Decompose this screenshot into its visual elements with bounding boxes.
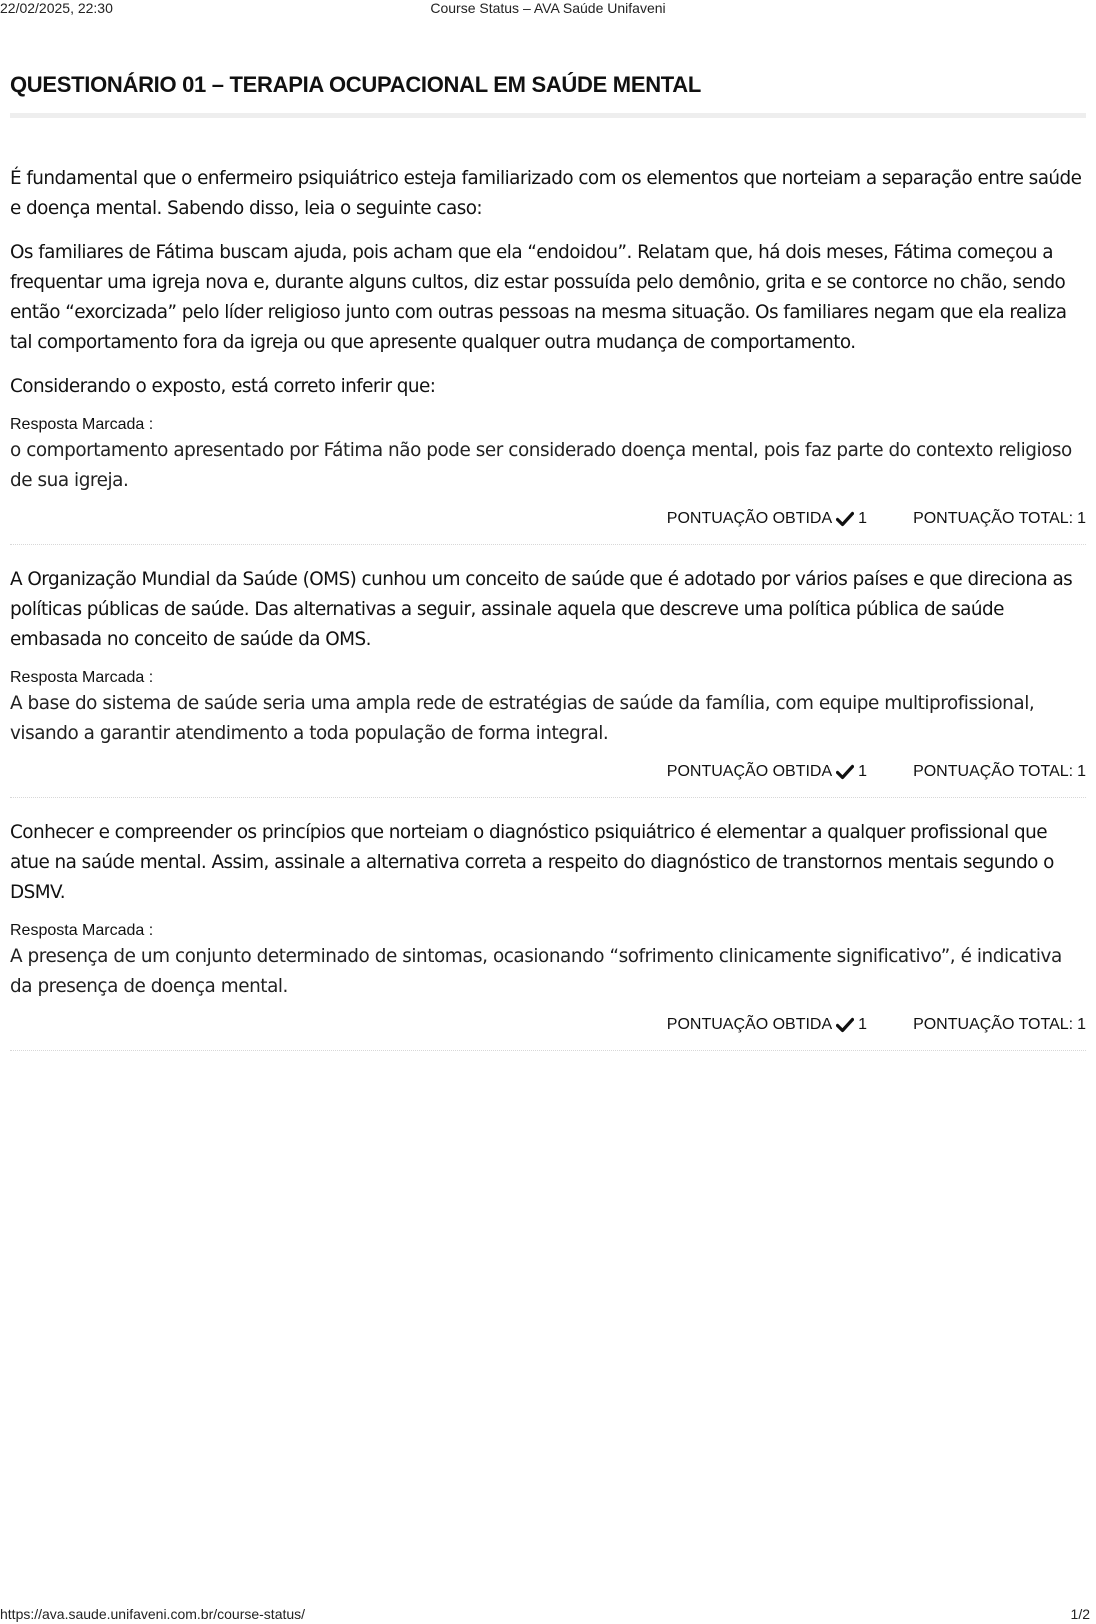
score-obtained — [667, 763, 867, 781]
question-divider — [10, 797, 1086, 798]
question-text: A Organização Mundial da Saúde (OMS) cunhou um conceito de saúde que é adotado por vários países e que direciona as políticas públicas de saúde. Das alternativas a seguir, assinale aquela que descreve uma política pública de saúde embasada no conceito de saúde da OMS. — [10, 569, 1073, 650]
page-number: 1/2 — [1070, 1606, 1090, 1622]
score-total — [913, 1016, 1086, 1034]
question-text: Os familiares de Fátima buscam ajuda, pois acham que ela “endoidou”. Relatam que, há dois meses, Fátima começou a frequentar uma igreja nova e, durante alguns cultos, diz estar possuída pelo demônio, grita e se contorce no chão, sendo então “exorcizada” pelo líder religioso junto com outras pessoas na mesma situação. Os familiares negam que ela realiza tal comportamento fora da igreja ou que apresente qualquer outra mudança de comportamento. — [10, 242, 1067, 353]
question-text: É fundamental que o enfermeiro psiquiátrico esteja familiarizado com os elementos que norteiam a separação entre saúde e doença mental. Sabendo disso, leia o seguinte caso: — [10, 168, 1082, 219]
question-block — [10, 164, 1086, 545]
score-total-value: 1 — [1077, 1016, 1086, 1033]
score-obtained — [667, 1016, 867, 1034]
print-document-title: Course Status – AVA Saúde Unifaveni — [430, 0, 666, 16]
score-total — [913, 763, 1086, 781]
marked-answer: A base do sistema de saúde seria uma ampla rede de estratégias de saúde da família, com equipe multiprofissional, visando a garantir atendimento a toda população de forma integral. — [10, 693, 1035, 744]
score-total-label: PONTUAÇÃO TOTAL: — [913, 510, 1074, 527]
score-obtained-label: PONTUAÇÃO OBTIDA — [666, 510, 833, 527]
print-footer — [0, 1606, 1096, 1624]
check-icon — [836, 511, 854, 527]
score-total-label: PONTUAÇÃO TOTAL: — [913, 1016, 1074, 1033]
marked-answer: A presença de um conjunto determinado de sintomas, ocasionando “sofrimento clinicamente significativo”, é indicativa da presença de doença mental. — [10, 946, 1062, 997]
score-obtained-label: PONTUAÇÃO OBTIDA — [666, 1016, 833, 1033]
question-text: Conhecer e compreender os princípios que norteiam o diagnóstico psiquiátrico é elementar a qualquer profissional que atue na saúde mental. Assim, assinale a alternativa correta a respeito do diagnóstico de transtornos mentais segundo o DSMV. — [10, 822, 1054, 903]
question-block — [10, 565, 1086, 798]
answer-label: Resposta Marcada : — [10, 416, 154, 433]
score-obtained-label: PONTUAÇÃO OBTIDA — [666, 763, 833, 780]
question-block — [10, 818, 1086, 1051]
question-divider — [10, 544, 1086, 545]
score-total-value: 1 — [1077, 763, 1086, 780]
check-icon — [836, 764, 854, 780]
score-obtained-value: 1 — [858, 763, 868, 780]
check-icon — [836, 1017, 854, 1033]
question-text: Considerando o exposto, está correto inferir que: — [10, 376, 436, 397]
score-obtained — [667, 510, 867, 528]
print-datetime: 22/02/2025, 22:30 — [0, 0, 113, 16]
score-row — [10, 1014, 1086, 1036]
marked-answer: o comportamento apresentado por Fátima não pode ser considerado doença mental, pois faz parte do contexto religioso de sua igreja. — [10, 440, 1072, 491]
page-url: https://ava.saude.unifaveni.com.br/course-status/ — [0, 1606, 306, 1622]
page-title: QUESTIONÁRIO 01 – TERAPIA OCUPACIONAL EM SAÚDE MENTAL — [10, 72, 702, 97]
answer-label: Resposta Marcada : — [10, 669, 154, 686]
title-divider — [10, 113, 1086, 118]
answer-label: Resposta Marcada : — [10, 922, 154, 939]
print-header — [0, 0, 1096, 18]
score-total — [913, 510, 1086, 528]
question-divider — [10, 1050, 1086, 1051]
score-obtained-value: 1 — [858, 510, 868, 527]
score-row — [10, 761, 1086, 783]
score-total-label: PONTUAÇÃO TOTAL: — [913, 763, 1074, 780]
score-row — [10, 508, 1086, 530]
score-total-value: 1 — [1077, 510, 1086, 527]
score-obtained-value: 1 — [858, 1016, 868, 1033]
course-status-content — [10, 70, 1086, 1071]
